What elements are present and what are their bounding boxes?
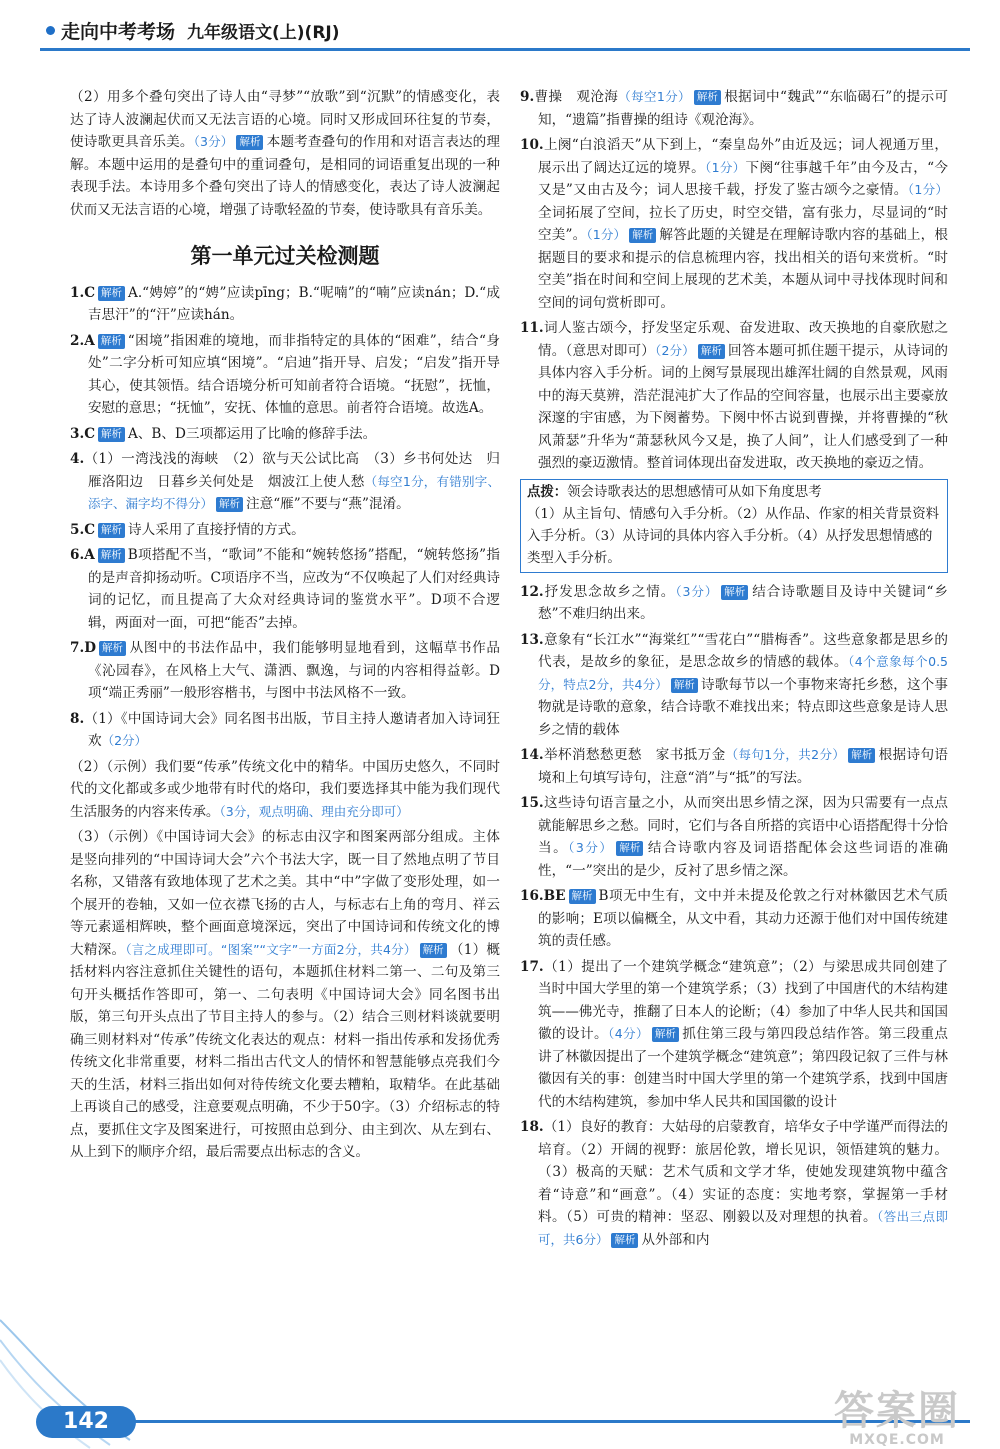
- answer-item-9: 9.曹操 观沧海（每空1分） 解析 根据词中“魏武”“东临碣石”的提示可知，“遗篇”指曹操的组诗《观沧海》。: [520, 89, 949, 128]
- answer-item-7: 7.D 解析 从图中的书法作品中，我们能够明显地看到，这幅草书作品《沁园春》，在风格上大气、潇洒、飘逸，与词的内容相得益彰。D项“端正秀丽”一般形容楷书，与图中书法风格不一致。: [70, 640, 500, 701]
- answer-item-18: 18.（1）良好的教育：大姑母的启蒙教育，培华女子中学谨严而得法的培育。（2）开阔的视野：旅居伦敦，增长见识，领悟建筑的魅力。（3）极高的天赋：艺术气质和文学才华，使她发现建筑物中蕴含着“诗意”和“画意”。（4）实证的态度：实地考察，掌握第一手材料。（5）可贵的精神：坚忍、刚毅以及对理想的执着。（答出三点即可，共6分） 解析 从外部和内: [520, 1119, 948, 1248]
- section-title: 第一单元过关检测题: [190, 244, 380, 268]
- analysis-tag: 解析: [216, 497, 243, 512]
- answer-item-15: 15.这些诗句语言量之小，从而突出思乡情之深，因为只需要有一点点就能解思乡之愁。同时，它们与各自所搭的宾语中心语搭配得十分恰当。（3分） 解析 结合诗歌内容及词语搭配体会这些词语的准确性，“一”突出的是少，反衬了思乡情之深。: [520, 795, 949, 879]
- analysis-tag: 解析: [236, 135, 263, 150]
- book-subtitle: 九年级语文(上)(RJ): [187, 22, 340, 43]
- answer-item-10: 10.上阕“白浪滔天”从下到上，“秦皇岛外”由近及远；词人视通万里，展示出了阔达辽远的境界。（1分）下阕“往事越千年”由今及古，“今又是”又由古及今；词人思接千载，抒发了鉴古颂今之豪情。（1分）全词拓展了空间，拉长了历史，时空交错，富有张力，尽显词的“时空美”。（1分） 解析 解答此题的关键是在理解诗歌内容的基础上，根据题目的要求和提示的信息梳理内容，找出相关的语句来赏析。“时空美”指在时间和空间上展现的艺术美，本题从词中寻找体现时间和空间的词句赏析即可。: [520, 137, 949, 311]
- analysis-tag: 解析: [98, 334, 125, 349]
- answer-item-8: 8.（1）《中国诗词大会》同名图书出版，节目主持人邀请者加入诗词狂欢（2分）: [70, 710, 500, 749]
- answer-item-8-part-2: （2）（示例）我们要“传承”传统文化中的精华。中国历史悠久，不同时代的文化都或多或少地带有时代的烙印，我们要选择其中能为我们现代生活服务的内容来传承。（3分，观点明确、理由充分即可）: [70, 758, 500, 820]
- answer-item-2: 2.A 解析 “困境”指困难的境地，而非指特定的具体的“困难”，结合“身处”二字分析可知应填“困境”。“启迪”指开导、启发；“启发”指开导其心，使其领悟。结合语境分析可知前者符合语境。“抚慰”，抚恤，安慰的意思；“抚恤”，安抚、体恤的意思。前者符合语境。故选A。: [70, 332, 500, 416]
- tip-box: 点拨：领会诗歌表达的思想感情可从如下角度思考 （1）从主旨句、情感句入手分析。（2）从作品、作家的相关背景资料入手分析。（3）从诗词的具体内容入手分析。（4）从抒发思想情感的类型入手分析。: [520, 479, 948, 573]
- answer-item-13: 13.意象有“长江水”“海棠红”“雪花白”“腊梅香”。这些意象都是思乡的代表，是故乡的象征，是思念故乡的情感的载体。（4个意象每个0.5分，特点2分，共4分） 解析 诗歌每节以一个事物来寄托乡愁，这个事物就是诗歌的意象，结合诗歌不难找出来；特点即这些意象是诗人思乡之情的载体: [520, 631, 949, 738]
- answer-item-11: 11.词人鉴古颂今，抒发坚定乐观、奋发进取、改天换地的自豪欣慰之情。（意思对即可）（2分） 解析 回答本题可抓住题干提示，从诗词的具体内容入手分析。词的上阕写景展现出雄浑壮阔的自然景观，风雨中的海天莫辨，浩茫混沌扩大了作品的空间容量，也展示出主要豪放深邃的宇宙感，为下阕蓄势。下阕中怀古说到曹操，并将曹操的“秋风萧瑟”升华为“萧瑟秋风今又是，换了人间”，让人们感受到了一种强烈的豪迈激情。整首词体现出奋发进取，改天换地的豪迈之情。: [520, 320, 949, 471]
- answer-item-3: 3.C 解析 A、B、D三项都运用了比喻的修辞手法。: [70, 425, 377, 442]
- analysis-tag: 解析: [98, 548, 125, 563]
- page-number: 142: [36, 1406, 136, 1438]
- answer-item-14: 14.举杯消愁愁更愁 家书抵万金（每句1分，共2分） 解析 根据诗句语境和上句填写诗句，注意“消”与“抵”的写法。: [520, 747, 949, 786]
- analysis-tag: 解析: [98, 427, 125, 442]
- analysis-tag: 解析: [694, 90, 721, 105]
- watermark-url: MXQE.COM: [849, 1432, 945, 1448]
- analysis-tag: 解析: [420, 943, 447, 958]
- tip-title: 点拨：: [527, 484, 568, 500]
- answer-item-12: 12.抒发思念故乡之情。（3分） 解析 结合诗歌题目及诗中关键词“乡愁”不难归纳出来。: [520, 583, 949, 622]
- answer-item-17: 17.（1）提出了一个建筑学概念“建筑意”；（2）与梁思成共同创建了当时中国大学里的第一个建筑学系；（3）找到了中国唐代的木结构建筑——佛光寺，推翻了日本人的论断；（4）参加了中华人民共和国国徽的设计。（4分） 解析 抓住第三段与第四段总结作答。第三段重点讲了林徽因提出了一个建筑学概念“建筑意”；第四段记叙了三件与林徽因有关的事：创建当时中国大学里的第一个建筑学系，找到中国唐代的木结构建筑，参加中华人民共和国国徽的设计: [520, 958, 949, 1110]
- bullet-icon: [46, 26, 55, 35]
- tip-body: （1）从主旨句、情感句入手分析。（2）从作品、作家的相关背景资料入手分析。（3）从诗词的具体内容入手分析。（4）从抒发思想情感的类型入手分析。: [527, 506, 940, 566]
- answer-item-6: 6.A 解析 B项搭配不当，“歌词”不能和“婉转悠扬”搭配，“婉转悠扬”指的是声音抑扬动听。C项语序不当，应改为“不仅唤起了人们对经典诗词的记忆，而且提高了大众对经典诗词的鉴赏水平”。D项不合逻辑，两面对一面，可把“能否”去掉。: [70, 547, 500, 631]
- analysis-tag: 解析: [629, 228, 656, 243]
- analysis-tag: 解析: [611, 1233, 638, 1248]
- answer-continued: （2）用多个叠句突出了诗人由“寻梦”“放歌”到“沉默”的情感变化，表达了诗人波澜起伏而又无法言语的心境。同时又形成回环往复的节奏，使诗歌更具音乐美。（3分） 解析 本题考查叠句的作用和对语言表达的理解。本题中运用的是叠句中的重词叠句，是相同的词语重复出现的一种表现手法。本诗用多个叠句突出了诗人的情感变化，表达了诗人波澜起伏而又无法言语的心境，增强了诗歌轻盈的节奏，使诗歌具有音乐美。: [70, 89, 501, 218]
- answer-item-1: 1.C 解析 A.“娉婷”的“娉”应读pīng；B.“呢喃”的“喃”应读nán；D.“成吉思汗”的“汗”应读hán。: [70, 284, 500, 323]
- watermark: [834, 1390, 960, 1448]
- analysis-tag: 解析: [616, 841, 643, 856]
- analysis-tag: 解析: [652, 1027, 679, 1042]
- right-column: [520, 86, 948, 1254]
- answer-item-4: 4.（1）一湾浅浅的海峡 （2）欲与天公试比高 （3）乡书何处达 归雁洛阳边 日暮乡关何处是 烟波江上使人愁（每空1分，有错别字、添字、漏字均不得分） 解析 注意“雁”不要与“燕”混淆。: [70, 451, 500, 512]
- analysis-tag: 解析: [698, 344, 725, 359]
- analysis-tag: 解析: [671, 678, 698, 693]
- header-rule: [40, 48, 970, 51]
- page-header: [46, 14, 340, 46]
- analysis-tag: 解析: [98, 523, 125, 538]
- answer-item-16: 16.BE 解析 B项无中生有，文中并未提及伦敦之行对林徽因艺术气质的影响；E项以偏概全，从文中看，其动力还源于他们对中国传统建筑的责任感。: [520, 888, 948, 949]
- analysis-tag: 解析: [569, 889, 596, 904]
- book-title: 走向中考考场: [61, 20, 176, 43]
- analysis-tag: 解析: [848, 748, 875, 763]
- left-column: [70, 86, 500, 1167]
- answer-item-8-part-3: （3）（示例）《中国诗词大会》的标志由汉字和图案两部分组成。主体是竖向排列的“中国诗词大会”六个书法大字，既一目了然地点明了节目名称，又错落有致地体现了艺术之美。其中“中”字做了变形处理，如一个展开的卷轴，又如一位衣襟飞扬的古人，与标志右上角的弯月、祥云等元素遥相辉映，整个画面意境深远，突出了中国诗词和传统文化的博大精深。（言之成理即可。“图案”“文字”一方面2分，共4分） 解析 （1）概括材料内容注意抓住关键性的语句，本题抓住材料二第一、二句及第三句开头概括作答即可，第一、二句表明《中国诗词大会》同名图书出版，第三句开头点出了节目主持人的参与。（2）结合三则材料谈就要明确三则材料对“传承”传统文化表达的观点：材料一指出传承和发扬优秀传统文化非常重要，材料二指出古代文人的情怀和智慧能够点亮我们今天的生活，材料三指出如何对待传统文化要去糟粕，取精华。在此基础上再谈自己的感受，注意要观点明确，不少于50字。（3）介绍标志的特点，要抓住文字及图案进行，可按照由总到分、由主到次、从左到右、从上到下的顺序介绍，最后需要点出标志的含义。: [70, 829, 501, 1160]
- watermark-text: 答案圈: [834, 1388, 960, 1434]
- answer-item-5: 5.C 解析 诗人采用了直接抒情的方式。: [70, 521, 305, 538]
- analysis-tag: 解析: [99, 641, 126, 656]
- analysis-tag: 解析: [98, 286, 125, 301]
- analysis-tag: 解析: [721, 585, 748, 600]
